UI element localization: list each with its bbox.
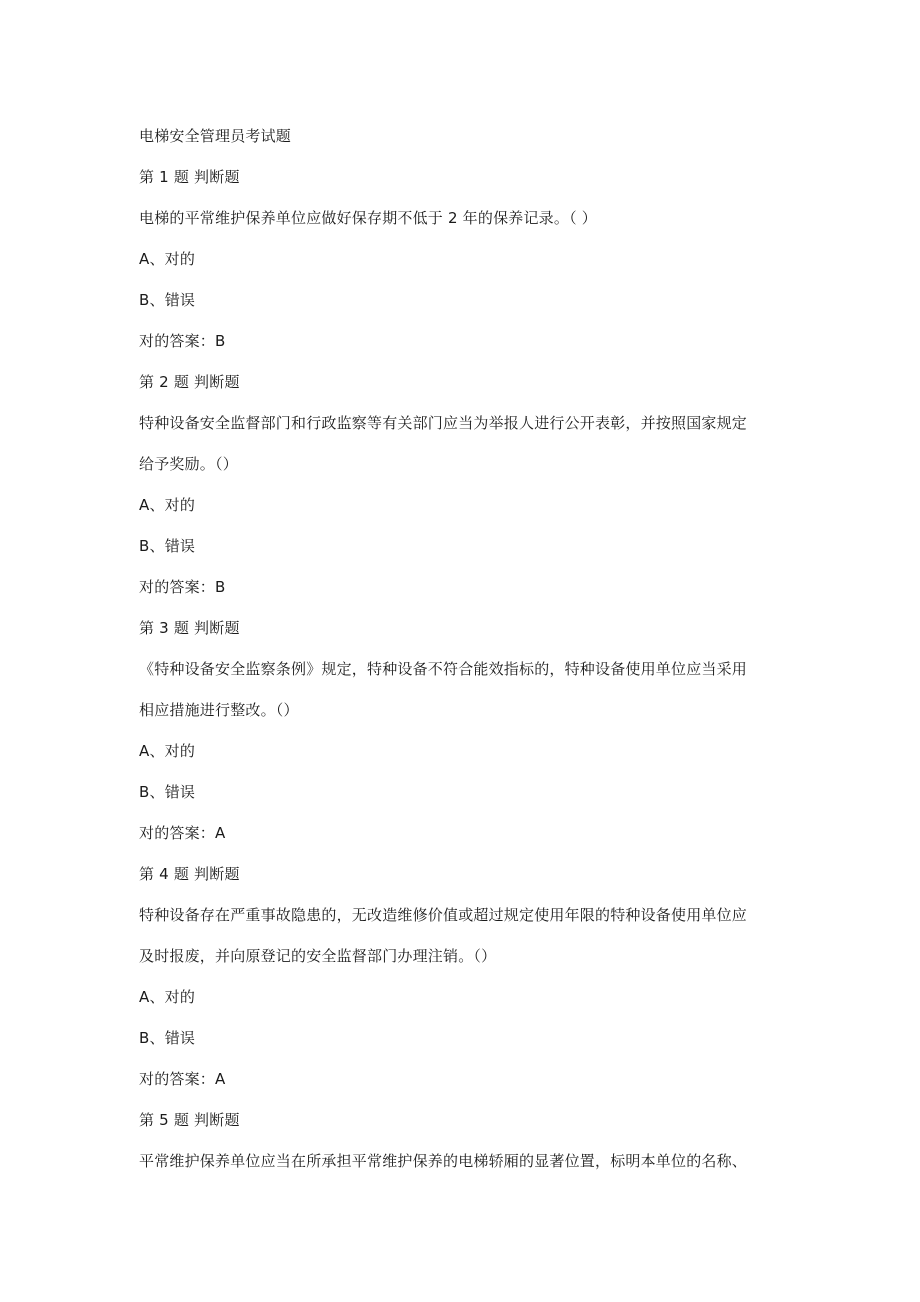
question-header: 第 3 题 判断题	[139, 619, 240, 637]
option-a: A、对的	[139, 496, 196, 514]
question-text: 给予奖励。（）	[139, 455, 238, 473]
correct-answer: 对的答案：A	[139, 824, 226, 842]
question-text: 《特种设备安全监察条例》规定，特种设备不符合能效指标的，特种设备使用单位应当采用	[139, 660, 748, 678]
document-page	[139, 116, 799, 1182]
option-b: B、错误	[139, 291, 196, 309]
question-block	[139, 854, 799, 1100]
correct-answer: 对的答案：B	[139, 578, 226, 596]
correct-answer: 对的答案：B	[139, 332, 226, 350]
question-header: 第 1 题 判断题	[139, 168, 240, 186]
question-text: 电梯的平常维护保养单位应做好保存期不低于 2 年的保养记录。（ ）	[139, 209, 597, 227]
question-block	[139, 362, 799, 608]
question-block	[139, 157, 799, 362]
question-text: 及时报废，并向原登记的安全监督部门办理注销。（）	[139, 947, 497, 965]
document-title: 电梯安全管理员考试题	[139, 127, 292, 145]
question-header: 第 4 题 判断题	[139, 865, 240, 883]
option-b: B、错误	[139, 1029, 196, 1047]
question-block	[139, 608, 799, 854]
question-text: 特种设备存在严重事故隐患的，无改造维修价值或超过规定使用年限的特种设备使用单位应	[139, 906, 748, 924]
option-a: A、对的	[139, 988, 196, 1006]
option-a: A、对的	[139, 742, 196, 760]
question-header: 第 5 题 判断题	[139, 1111, 240, 1129]
option-b: B、错误	[139, 783, 196, 801]
option-b: B、错误	[139, 537, 196, 555]
question-text: 特种设备安全监督部门和行政监察等有关部门应当为举报人进行公开表彰，并按照国家规定	[139, 414, 748, 432]
option-a: A、对的	[139, 250, 196, 268]
question-header: 第 2 题 判断题	[139, 373, 240, 391]
question-text: 相应措施进行整改。（）	[139, 701, 299, 719]
question-block	[139, 1100, 799, 1182]
correct-answer: 对的答案：A	[139, 1070, 226, 1088]
question-text: 平常维护保养单位应当在所承担平常维护保养的电梯轿厢的显著位置，标明本单位的名称、	[139, 1152, 748, 1170]
